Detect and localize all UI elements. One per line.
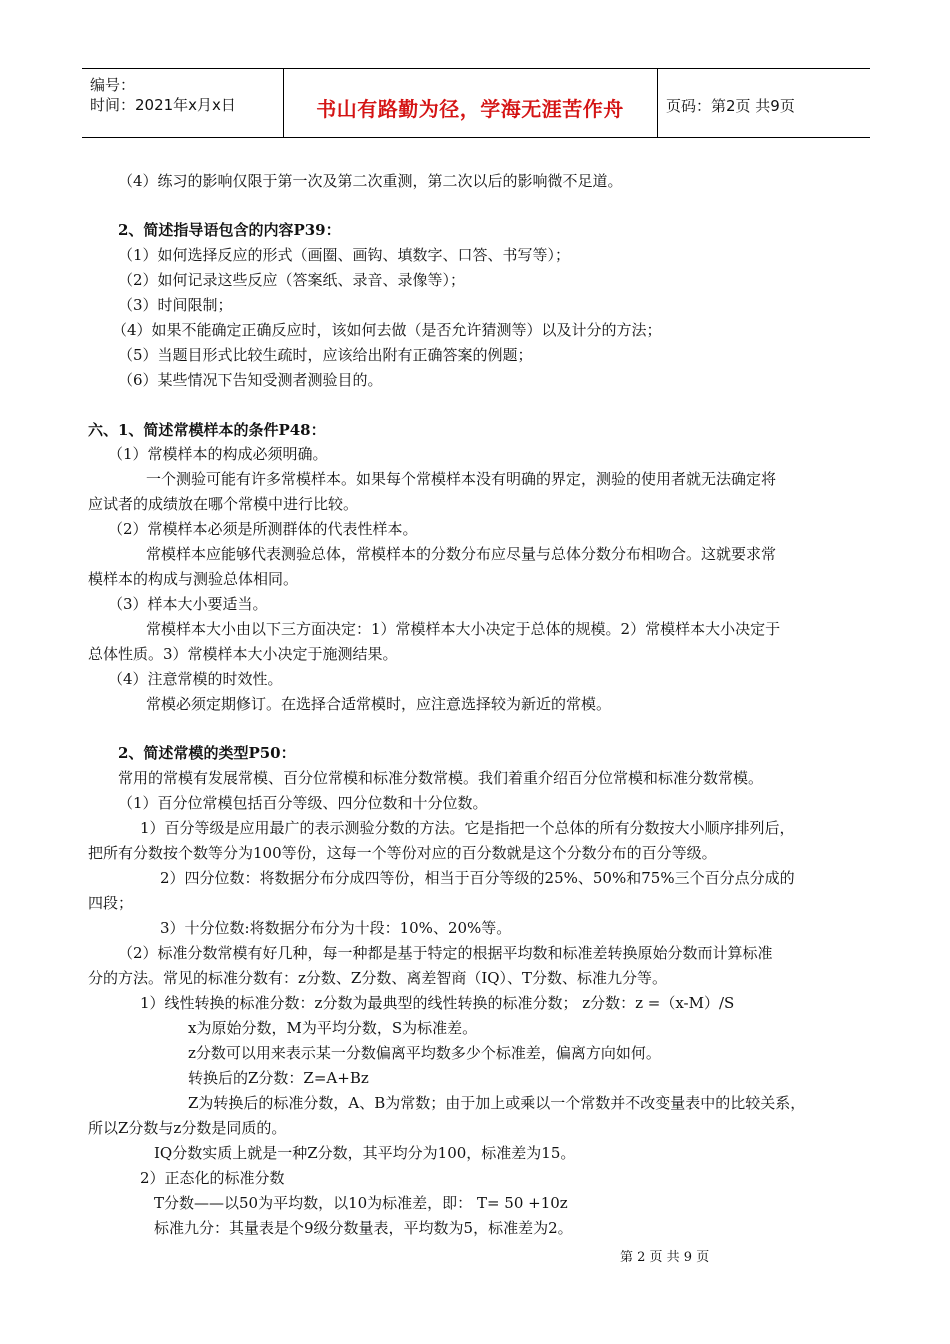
header-divider xyxy=(657,69,658,137)
text-line: 标准九分：其量表是个9级分数量表，平均数为5，标准差为2。 xyxy=(154,1219,573,1237)
text-line: （4）练习的影响仅限于第一次及第二次重测，第二次以后的影响微不足道。 xyxy=(118,172,623,190)
list-item: （1）如何选择反应的形式（画圈、画钩、填数字、口答、书写等）； xyxy=(118,246,571,264)
text-line: （1）常模样本的构成必须明确。 xyxy=(108,445,328,463)
text-line: 总体性质。3）常模样本大小决定于施测结果。 xyxy=(88,645,398,663)
text-line: （4）注意常模的时效性。 xyxy=(108,670,283,688)
page-header xyxy=(82,68,870,138)
text-line: 常用的常模有发展常模、百分位常模和标准分数常模。我们着重介绍百分位常模和标准分数常模。 xyxy=(118,769,764,787)
text-line: 四段； xyxy=(88,894,134,912)
text-line: 所以Z分数与z分数是同质的。 xyxy=(88,1119,287,1137)
text-line: 常模必须定期修订。在选择合适常模时，应注意选择较为新近的常模。 xyxy=(146,695,612,713)
text-line: 一个测验可能有许多常模样本。如果每个常模样本没有明确的界定，测验的使用者就无法确定将 xyxy=(146,470,777,488)
section-heading: 2、简述常模的类型P50： xyxy=(118,744,296,762)
text-line: （1）百分位常模包括百分等级、四分位数和十分位数。 xyxy=(118,794,488,812)
text-line: 3）十分位数:将数据分布分为十段：10%、20%等。 xyxy=(160,919,512,937)
text-line: 常模样本应能够代表测验总体，常模样本的分数分布应尽量与总体分数分布相吻合。这就要求常 xyxy=(146,545,777,563)
header-motto: 书山有路勤为径，学海无涯苦作舟 xyxy=(316,97,624,121)
text-line: 转换后的Z分数：Z=A+Bz xyxy=(188,1069,369,1087)
text-line: （2）常模样本必须是所测群体的代表性样本。 xyxy=(108,520,418,538)
text-line: （2）标准分数常模有好几种，每一种都是基于特定的根据平均数和标准差转换原始分数而计算标准 xyxy=(118,944,773,962)
header-page-number: 页码：第2页 共9页 xyxy=(666,97,795,115)
text-line: （3）样本大小要适当。 xyxy=(108,595,268,613)
text-line: IQ分数实质上就是一种Z分数，其平均分为100，标准差为15。 xyxy=(154,1144,576,1162)
section-heading: 六、1、简述常模样本的条件P48： xyxy=(88,421,326,439)
text-line: 1）线性转换的标准分数：z分数为最典型的线性转换的标准分数； z分数：z =（x-M）/S xyxy=(140,994,735,1012)
header-number: 编号： xyxy=(90,76,136,94)
text-line: 2）正态化的标准分数 xyxy=(140,1169,285,1187)
text-line: T分数——以50为平均数，以10为标准差，即： T= 50 +10z xyxy=(154,1194,568,1212)
list-item: （3）时间限制； xyxy=(118,296,233,314)
text-line: 常模样本大小由以下三方面决定：1）常模样本大小决定于总体的规模。2）常模样本大小决定于 xyxy=(146,620,781,638)
list-item: （4）如果不能确定正确反应时，该如何去做（是否允许猜测等）以及计分的方法； xyxy=(112,321,662,339)
text-line: z分数可以用来表示某一分数偏离平均数多少个标准差，偏离方向如何。 xyxy=(188,1044,661,1062)
list-item: （6）某些情况下告知受测者测验目的。 xyxy=(118,371,383,389)
text-line: 把所有分数按个数等分为100等份，这每一个等份对应的百分数就是这个分数分布的百分等级。 xyxy=(88,844,717,862)
list-item: （5）当题目形式比较生疏时，应该给出附有正确答案的例题； xyxy=(118,346,533,364)
section-heading: 2、简述指导语包含的内容P39： xyxy=(118,221,341,239)
list-item: （2）如何记录这些反应（答案纸、录音、录像等）； xyxy=(118,271,466,289)
text-line: 模样本的构成与测验总体相同。 xyxy=(88,570,299,588)
header-meta xyxy=(90,75,236,115)
text-line: 2）四分位数：将数据分布分成四等份，相当于百分等级的25%、50%和75%三个百分点分成的 xyxy=(160,869,795,887)
text-line: 分的方法。常见的标准分数有：z分数、Z分数、离差智商（IQ）、T分数、标准九分等。 xyxy=(88,969,668,987)
header-time: 时间：2021年x月x日 xyxy=(90,96,236,114)
text-line: 应试者的成绩放在哪个常模中进行比较。 xyxy=(88,495,359,513)
page-footer: 第 2 页 共 9 页 xyxy=(620,1250,710,1265)
text-line: 1）百分等级是应用最广的表示测验分数的方法。它是指把一个总体的所有分数按大小顺序排列后， xyxy=(140,819,795,837)
text-line: x为原始分数，M为平均分数，S为标准差。 xyxy=(188,1019,478,1037)
text-line: Z为转换后的标准分数，A、B为常数；由于加上或乘以一个常数并不改变量表中的比较关系， xyxy=(188,1094,806,1112)
